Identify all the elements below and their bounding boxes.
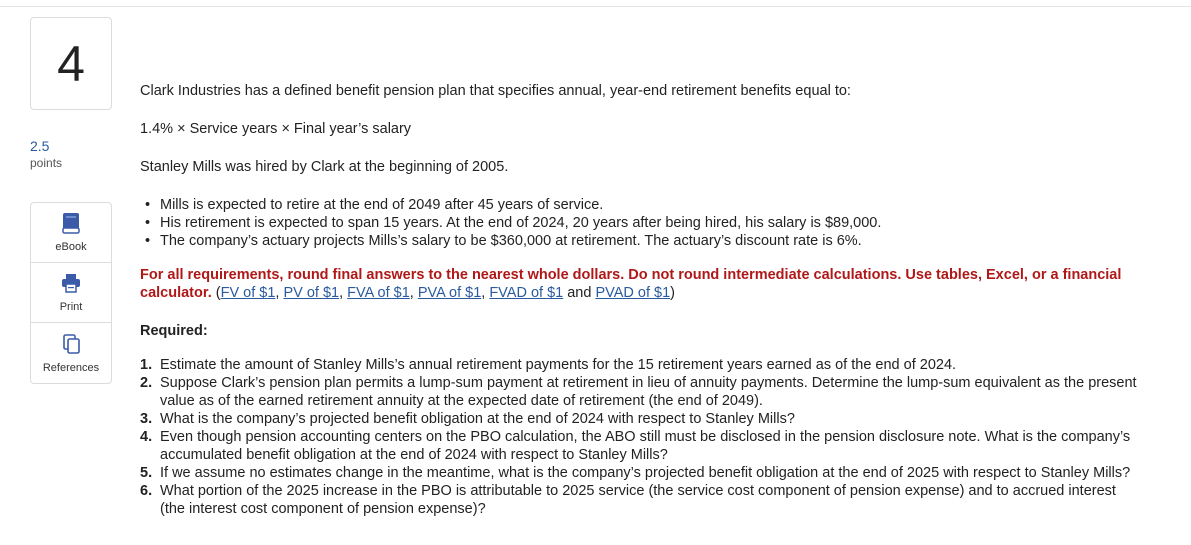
requirement-number: 4. — [140, 429, 153, 445]
separator: , — [409, 285, 418, 301]
requirement-number: 3. — [140, 411, 153, 427]
facts-list — [140, 196, 1140, 250]
top-divider — [0, 6, 1191, 7]
fv-table-link[interactable]: FV of $1 — [220, 285, 276, 301]
requirement-item — [140, 410, 1140, 428]
requirement-item — [140, 482, 1140, 518]
pv-table-link[interactable]: PV of $1 — [283, 285, 340, 301]
printer-icon — [61, 272, 81, 294]
required-heading: Required: — [140, 323, 208, 339]
pvad-table-link[interactable]: PVAD of $1 — [595, 285, 671, 301]
fvad-table-link[interactable]: FVAD of $1 — [489, 285, 564, 301]
paren-open: ( — [215, 285, 221, 301]
separator: , — [339, 285, 348, 301]
separator: , — [481, 285, 490, 301]
list-item: • His retirement is expected to span 15 years. At the end of 2024, 20 years after being hired, his salary is $89,000. — [140, 214, 1140, 232]
requirement-number: 1. — [140, 357, 153, 373]
requirement-number: 2. — [140, 375, 153, 391]
references-label: References — [42, 361, 100, 374]
tools-panel — [30, 202, 112, 384]
requirement-text: What portion of the 2025 increase in the PBO is attributable to 2025 service (the service cost component of pension expense) and to accrued interest (the interest cost component of pension expense)? — [160, 483, 1116, 517]
intro-text: Clark Industries has a defined benefit pension plan that specifies annual, year-end retirement benefits equal to: — [140, 83, 851, 99]
instructions — [140, 266, 1140, 302]
separator: , — [275, 285, 284, 301]
requirement-item — [140, 464, 1140, 482]
hire-date-text: Stanley Mills was hired by Clark at the beginning of 2005. — [140, 159, 509, 175]
fva-table-link[interactable]: FVA of $1 — [347, 285, 410, 301]
references-button[interactable] — [31, 323, 111, 383]
points-label: points — [30, 156, 63, 170]
requirement-text: What is the company’s projected benefit obligation at the end of 2024 with respect to Stanley Mills? — [160, 411, 795, 427]
requirements-list — [140, 356, 1140, 518]
references-icon — [61, 333, 81, 355]
instructions-text: For all requirements, round final answers to the nearest whole dollars. Do not round intermediate calculations. Use tables, Excel, or a financial calculator. — [140, 267, 1122, 301]
benefit-formula: 1.4% × Service years × Final year’s salary — [140, 121, 412, 137]
pva-table-link[interactable]: PVA of $1 — [417, 285, 482, 301]
requirement-text: Even though pension accounting centers on the PBO calculation, the ABO still must be disclosed in the pension disclosure note. What is the company’s accumulated benefit obligation at the end of 2024 with respect to Stanley Mills? — [160, 429, 1131, 463]
print-button[interactable] — [31, 263, 111, 323]
points-indicator — [30, 138, 62, 170]
book-icon — [61, 212, 81, 234]
requirement-text: If we assume no estimates change in the meantime, what is the company’s projected benefit obligation at the end of 2025 with respect to Stanley Mills? — [160, 465, 1131, 481]
question-number: 4 — [30, 17, 112, 110]
list-item: • Mills is expected to retire at the end of 2049 after 45 years of service. — [140, 196, 1140, 214]
requirement-text: Estimate the amount of Stanley Mills’s annual retirement payments for the 15 retirement years earned as of the end of 2024. — [160, 357, 957, 373]
requirement-item — [140, 374, 1140, 410]
ebook-button[interactable] — [31, 203, 111, 263]
list-item: • The company’s actuary projects Mills’s salary to be $360,000 at retirement. The actuary’s discount rate is 6%. — [140, 232, 1140, 250]
print-label: Print — [59, 301, 83, 313]
requirement-text: Suppose Clark’s pension plan permits a lump-sum payment at retirement in lieu of annuity payments. Determine the lump-sum equivalent as the present value as of the earned retirement annuity at the expected date of retirement (the end of 2049). — [160, 375, 1137, 409]
ebook-label: eBook — [55, 241, 87, 253]
and-word: and — [563, 285, 596, 301]
requirement-item — [140, 428, 1140, 464]
requirement-item — [140, 356, 1140, 374]
paren-close: ) — [670, 285, 675, 301]
points-value: 2.5 — [30, 138, 50, 154]
requirement-number: 5. — [140, 465, 153, 481]
requirement-number: 6. — [140, 483, 153, 499]
question-content — [140, 82, 1140, 518]
